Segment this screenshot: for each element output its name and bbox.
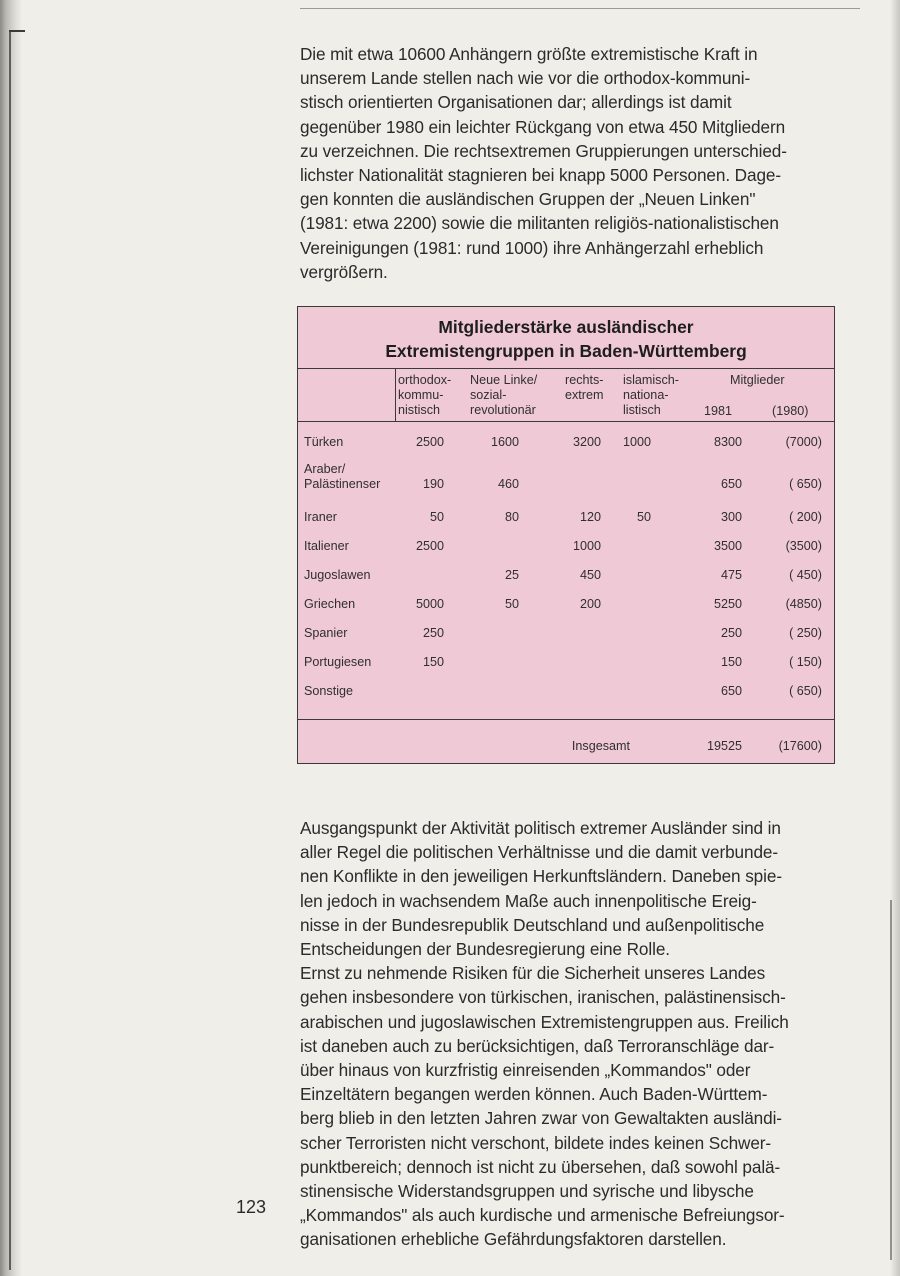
row-label: Iraner — [304, 510, 337, 524]
binding-line — [9, 30, 11, 1270]
table-cell-y1980: ( 200) — [789, 510, 822, 524]
table-cell-y1980: (4850) — [785, 597, 822, 611]
table-cell-y1981: 650 — [720, 684, 742, 698]
table-cell-rechts: 3200 — [572, 435, 601, 449]
header-year-1981: 1981 — [704, 404, 733, 418]
intro-paragraph: Die mit etwa 10600 Anhängern größte extremistische Kraft in unserem Lande stellen nach wie vor die orthodox-kommuni- stisch orientierten Organisationen dar; allerdings ist damit gegenüber 1980 ein leichter Rückgang von etwa 450 Mitgliedern zu verzeichnen. Die rechtsextremen Gruppierungen unterschied- lichster Nationalität stagnieren bei knapp 5000 Personen. Dage- gen konnten die ausländischen Gruppen der „Neuen Linken" (1981: etwa 2200) sowie die militanten religiös-nationalistischen Vereinigungen (1981: rund 1000) ihre Anhängerzahl erheblich vergrößern. — [300, 44, 787, 282]
table-cell-islamisch: 1000 — [622, 435, 651, 449]
header-divider — [395, 368, 396, 421]
table-cell-y1980: (7000) — [785, 435, 822, 449]
table-cell-rechts: 450 — [579, 568, 601, 582]
row-label: Portugiesen — [304, 655, 372, 669]
table-cell-y1981: 475 — [720, 568, 742, 582]
table-cell-orthodox: 2500 — [415, 435, 444, 449]
membership-table — [297, 306, 835, 764]
table-cell-rechts: 200 — [579, 597, 601, 611]
right-edge-line — [890, 900, 892, 1260]
table-header-rule — [298, 421, 834, 422]
table-cell-y1980: ( 450) — [789, 568, 822, 582]
table-cell-y1980: ( 650) — [789, 477, 822, 491]
header-year-1980: (1980) — [772, 404, 809, 418]
table-cell-y1980: (3500) — [785, 539, 822, 553]
table-cell-y1981: 300 — [720, 510, 742, 524]
row-label: Türken — [304, 435, 344, 449]
header-mitglieder: Mitglieder — [730, 373, 785, 387]
total-1981: 19525 — [706, 739, 742, 753]
header-rechtsextrem: rechts- extrem — [565, 373, 604, 402]
table-cell-y1981: 3500 — [713, 539, 742, 553]
total-1980: (17600) — [778, 739, 822, 753]
row-label: Italiener — [304, 539, 349, 553]
table-cell-y1981: 5250 — [713, 597, 742, 611]
table-cell-orthodox: 150 — [422, 655, 444, 669]
total-label: Insgesamt — [571, 739, 630, 753]
table-cell-y1981: 650 — [720, 477, 742, 491]
table-total-rule — [298, 719, 834, 720]
table-cell-y1980: ( 150) — [789, 655, 822, 669]
page-number: 123 — [236, 1197, 267, 1217]
table-cell-orthodox: 5000 — [415, 597, 444, 611]
table-cell-orthodox: 50 — [429, 510, 444, 524]
table-cell-y1981: 150 — [720, 655, 742, 669]
table-cell-rechts: 120 — [579, 510, 601, 524]
binding-corner-line — [9, 30, 25, 32]
page-binding-shadow — [0, 0, 22, 1276]
table-title-rule — [298, 368, 834, 369]
row-label: Spanier — [304, 626, 348, 640]
row-label: Griechen — [304, 597, 356, 611]
table-cell-neue-linke: 1600 — [490, 435, 519, 449]
table-cell-y1980: ( 650) — [789, 684, 822, 698]
header-neue-linke: Neue Linke/ sozial- revolutionär — [470, 373, 538, 417]
table-cell-orthodox: 190 — [422, 477, 444, 491]
table-cell-neue-linke: 460 — [497, 477, 519, 491]
body-paragraph: Ausgangspunkt der Aktivität politisch extremer Ausländer sind in aller Regel die politischen Verhältnisse und die damit verbunde- nen Konflikte in den jeweiligen Herkunftsländern. Daneben spie- len jedoch in wachsendem Maße auch innenpolitische Ereig- nisse in der Bundesrepublik Deutschland und außenpolitische Entscheidungen der Bundesregierung eine Rolle. Ernst zu nehmende Risiken für die Sicherheit unseres Landes gehen insbesondere von türkischen, iranischen, palästinensisch- arabischen und jugoslawischen Extremistengruppen aus. Freilich ist daneben auch zu berücksichtigen, daß Terroranschläge dar- über hinaus von kurzfristig einreisenden „Kommandos" oder Einzeltätern begangen werden können. Auch Baden-Württem- berg blieb in den letzten Jahren zwar von Gewaltakten ausländi- scher Terroristen nicht verschont, bildete indes keinen Schwer- punktbereich; dennoch ist nicht zu übersehen, daß sowohl palä- stinensische Widerstandsgruppen und syrische und libysche „Kommandos" als auch kurdische und armenische Befreiungsor- ganisationen erhebliche Gefährdungsfaktoren darstellen. — [300, 818, 789, 1250]
row-label: Araber/ Palästinenser — [304, 462, 381, 491]
table-cell-neue-linke: 25 — [504, 568, 519, 582]
header-islamisch: islamisch- nationa- listisch — [623, 373, 679, 417]
header-orthodox: orthodox- kommu- nistisch — [398, 373, 452, 417]
table-cell-neue-linke: 50 — [504, 597, 519, 611]
row-label: Jugoslawen — [304, 568, 371, 582]
table-cell-islamisch: 50 — [636, 510, 651, 524]
table-cell-rechts: 1000 — [572, 539, 601, 553]
table-title: Mitgliederstärke ausländischer Extremistengruppen in Baden-Württemberg — [385, 317, 747, 361]
table-cell-y1981: 8300 — [713, 435, 742, 449]
table-cell-orthodox: 250 — [422, 626, 444, 640]
table-cell-neue-linke: 80 — [504, 510, 519, 524]
top-rule — [300, 8, 860, 9]
table-cell-y1980: ( 250) — [789, 626, 822, 640]
table-cell-y1981: 250 — [720, 626, 742, 640]
row-label: Sonstige — [304, 684, 354, 698]
table-cell-orthodox: 2500 — [415, 539, 444, 553]
